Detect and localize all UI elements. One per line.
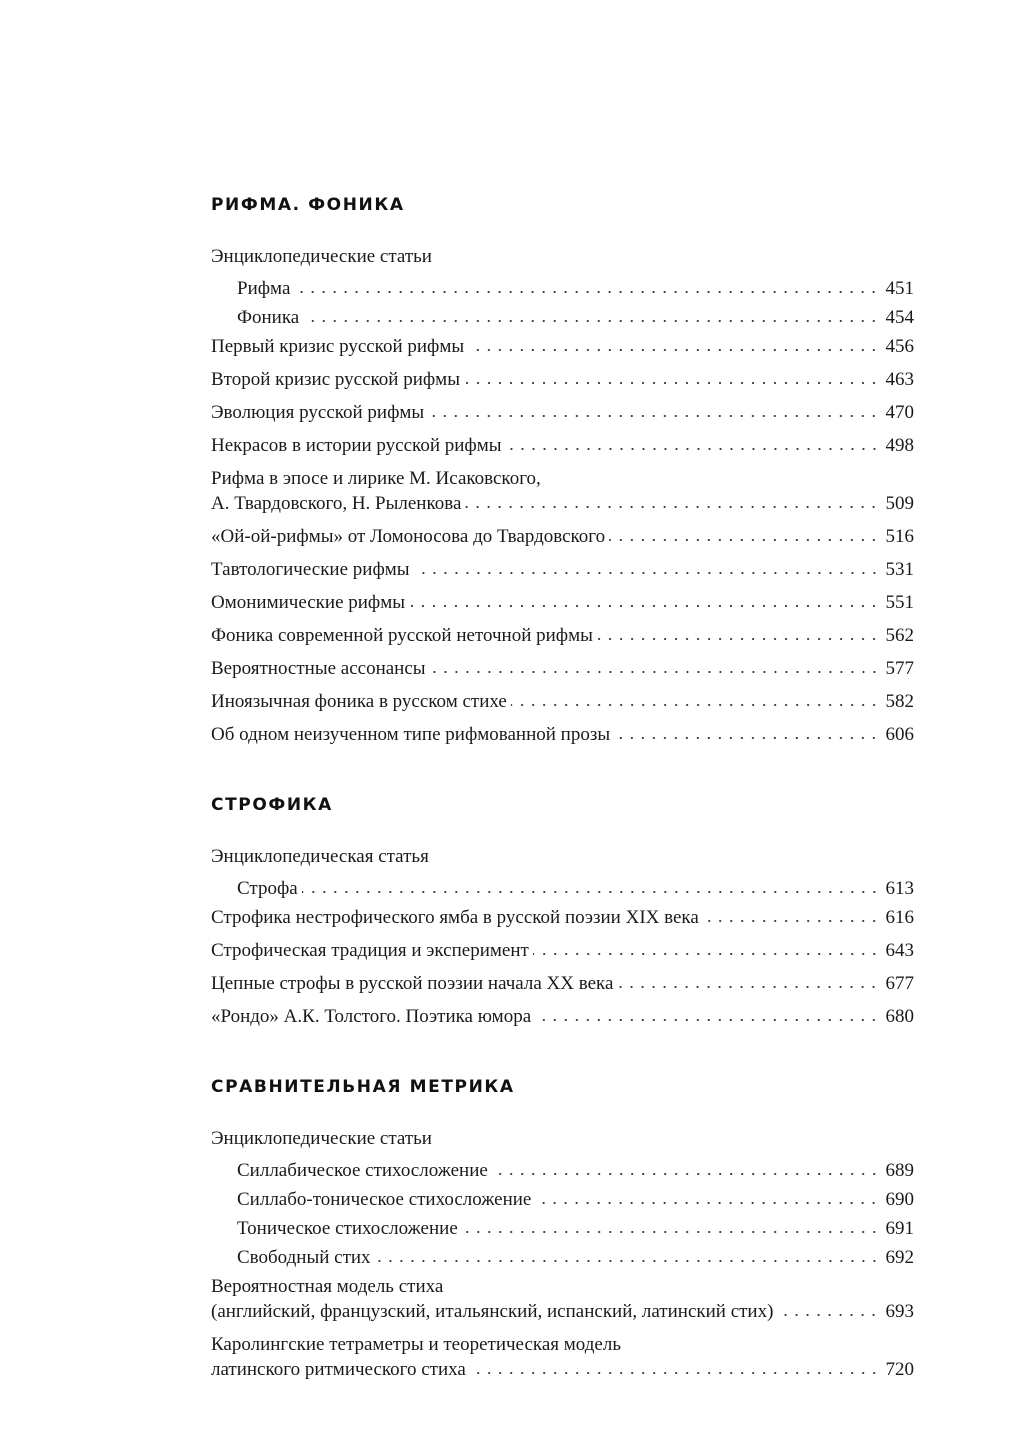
page-number: 470 (885, 402, 914, 423)
entry-title-line1: Вероятностная модель стиха (211, 1276, 444, 1297)
entry-title: Строфика нестрофического ямба в русской поэзии XIX века (211, 907, 699, 928)
toc-section (211, 792, 914, 1037)
entry-title: Цепные строфы в русской поэзии начала XX века (211, 973, 614, 994)
dot-leader (535, 1201, 879, 1205)
dot-leader (492, 1172, 880, 1176)
toc-subentry[interactable] (211, 1187, 914, 1216)
entry-title: «Рондо» А.К. Толстого. Поэтика юмора (211, 1006, 532, 1027)
entry-title: (английский, французский, итальянский, испанский, латинский стих) (211, 1301, 774, 1322)
dot-leader (464, 381, 880, 385)
group-title: Энциклопедические статьи (211, 246, 432, 267)
section-heading: СРАВНИТЕЛЬНАЯ МЕТРИКА (211, 1077, 515, 1097)
toc-entry[interactable] (211, 400, 914, 433)
dot-leader (414, 571, 880, 575)
section-heading: РИФМА. ФОНИКА (211, 195, 405, 215)
entry-title: Рифма (237, 278, 291, 299)
dot-leader (506, 447, 880, 451)
toc-entry[interactable] (211, 1274, 914, 1332)
page-number: 616 (885, 907, 914, 928)
page-number: 454 (885, 307, 914, 328)
page-number: 582 (885, 691, 914, 712)
section-heading: СТРОФИКА (211, 795, 333, 815)
page-number: 613 (885, 878, 914, 899)
dot-leader (468, 348, 879, 352)
entry-last-line (211, 1357, 914, 1382)
entry-title: Некрасов в истории русской рифмы (211, 435, 502, 456)
page-number: 720 (885, 1359, 914, 1380)
entry-title: Эволюция русской рифмы (211, 402, 425, 423)
toc-entry[interactable] (211, 433, 914, 466)
toc-entry[interactable] (211, 367, 914, 400)
toc-entry[interactable] (211, 656, 914, 689)
entry-last-line (211, 491, 914, 516)
page-number: 606 (885, 724, 914, 745)
dot-leader (614, 736, 879, 740)
toc-entry[interactable] (211, 334, 914, 367)
dot-leader (302, 890, 880, 894)
dot-leader (294, 290, 879, 294)
entry-title: Об одном неизученном типе рифмованной прозы (211, 724, 611, 745)
toc-subentry[interactable] (211, 1216, 914, 1245)
toc-group-label (211, 844, 914, 876)
page-number: 463 (885, 369, 914, 390)
toc-entry[interactable] (211, 1004, 914, 1037)
toc-section (211, 1074, 914, 1390)
dot-leader (609, 538, 879, 542)
dot-leader (533, 952, 880, 956)
dot-leader (703, 919, 880, 923)
toc-entry[interactable] (211, 557, 914, 590)
page-number: 577 (885, 658, 914, 679)
page-number: 693 (885, 1301, 914, 1322)
toc-entry[interactable] (211, 722, 914, 755)
page-number: 690 (885, 1189, 914, 1210)
entry-title-line1: Рифма в эпосе и лирике М. Исаковского, (211, 468, 541, 489)
dot-leader (409, 604, 879, 608)
entry-title: Омонимические рифмы (211, 592, 406, 613)
toc-subentry[interactable] (211, 876, 914, 905)
entry-title: латинского ритмического стиха (211, 1359, 466, 1380)
toc-entry[interactable] (211, 971, 914, 1004)
page-number: 643 (885, 940, 914, 961)
toc-entry[interactable] (211, 623, 914, 656)
toc-subentry[interactable] (211, 1158, 914, 1187)
group-title: Энциклопедическая статья (211, 846, 429, 867)
dot-leader (470, 1371, 880, 1375)
entry-title: Фоника (237, 307, 300, 328)
entry-title: Строфическая традиция и эксперимент (211, 940, 529, 961)
toc-group-label (211, 1126, 914, 1158)
entry-title: Фоника современной русской неточной рифмы (211, 625, 593, 646)
table-of-contents (211, 192, 914, 1427)
page-number: 509 (885, 493, 914, 514)
toc-entry[interactable] (211, 590, 914, 623)
toc-entry[interactable] (211, 466, 914, 524)
page-number: 551 (885, 592, 914, 613)
page-number: 691 (885, 1218, 914, 1239)
group-title: Энциклопедические статьи (211, 1128, 432, 1149)
dot-leader (597, 637, 880, 641)
toc-group-label (211, 244, 914, 276)
dot-leader (303, 319, 879, 323)
entry-title: А. Твардовского, Н. Рыленкова (211, 493, 462, 514)
dot-leader (777, 1313, 879, 1317)
entry-title-line1: Каролингские тетраметры и теоретическая модель (211, 1334, 621, 1355)
page-number: 531 (885, 559, 914, 580)
dot-leader (617, 985, 879, 989)
entry-title: Второй кризис русской рифмы (211, 369, 460, 390)
page-number: 677 (885, 973, 914, 994)
entry-title: Первый кризис русской рифмы (211, 336, 465, 357)
entry-title: Силлабическое стихосложение (237, 1160, 488, 1181)
page-number: 689 (885, 1160, 914, 1181)
entry-title: Свободный стих (237, 1247, 371, 1268)
entry-title: Строфа (237, 878, 298, 899)
page-number: 456 (885, 336, 914, 357)
dot-leader (511, 703, 880, 707)
entry-title: Тоническое стихосложение (237, 1218, 458, 1239)
toc-entry[interactable] (211, 905, 914, 938)
entry-title: Силлабо-тоническое стихосложение (237, 1189, 532, 1210)
page-number: 692 (885, 1247, 914, 1268)
dot-leader (462, 1230, 880, 1234)
toc-entry[interactable] (211, 689, 914, 722)
toc-entry[interactable] (211, 1332, 914, 1390)
toc-entry[interactable] (211, 524, 914, 557)
entry-title: «Ой-ой-рифмы» от Ломоносова до Твардовского (211, 526, 606, 547)
page-number: 516 (885, 526, 914, 547)
toc-subentry[interactable] (211, 276, 914, 305)
page-number: 451 (885, 278, 914, 299)
dot-leader (465, 505, 879, 509)
dot-leader (428, 414, 879, 418)
entry-title: Тавтологические рифмы (211, 559, 410, 580)
dot-leader (535, 1018, 879, 1022)
page-number: 562 (885, 625, 914, 646)
dot-leader (375, 1259, 880, 1263)
toc-section (211, 192, 914, 755)
page-number: 680 (885, 1006, 914, 1027)
toc-subentry[interactable] (211, 1245, 914, 1274)
toc-entry[interactable] (211, 938, 914, 971)
entry-title: Вероятностные ассонансы (211, 658, 426, 679)
toc-subentry[interactable] (211, 305, 914, 334)
page-number: 498 (885, 435, 914, 456)
entry-title: Иноязычная фоника в русском стихе (211, 691, 507, 712)
dot-leader (430, 670, 880, 674)
entry-last-line (211, 1299, 914, 1324)
